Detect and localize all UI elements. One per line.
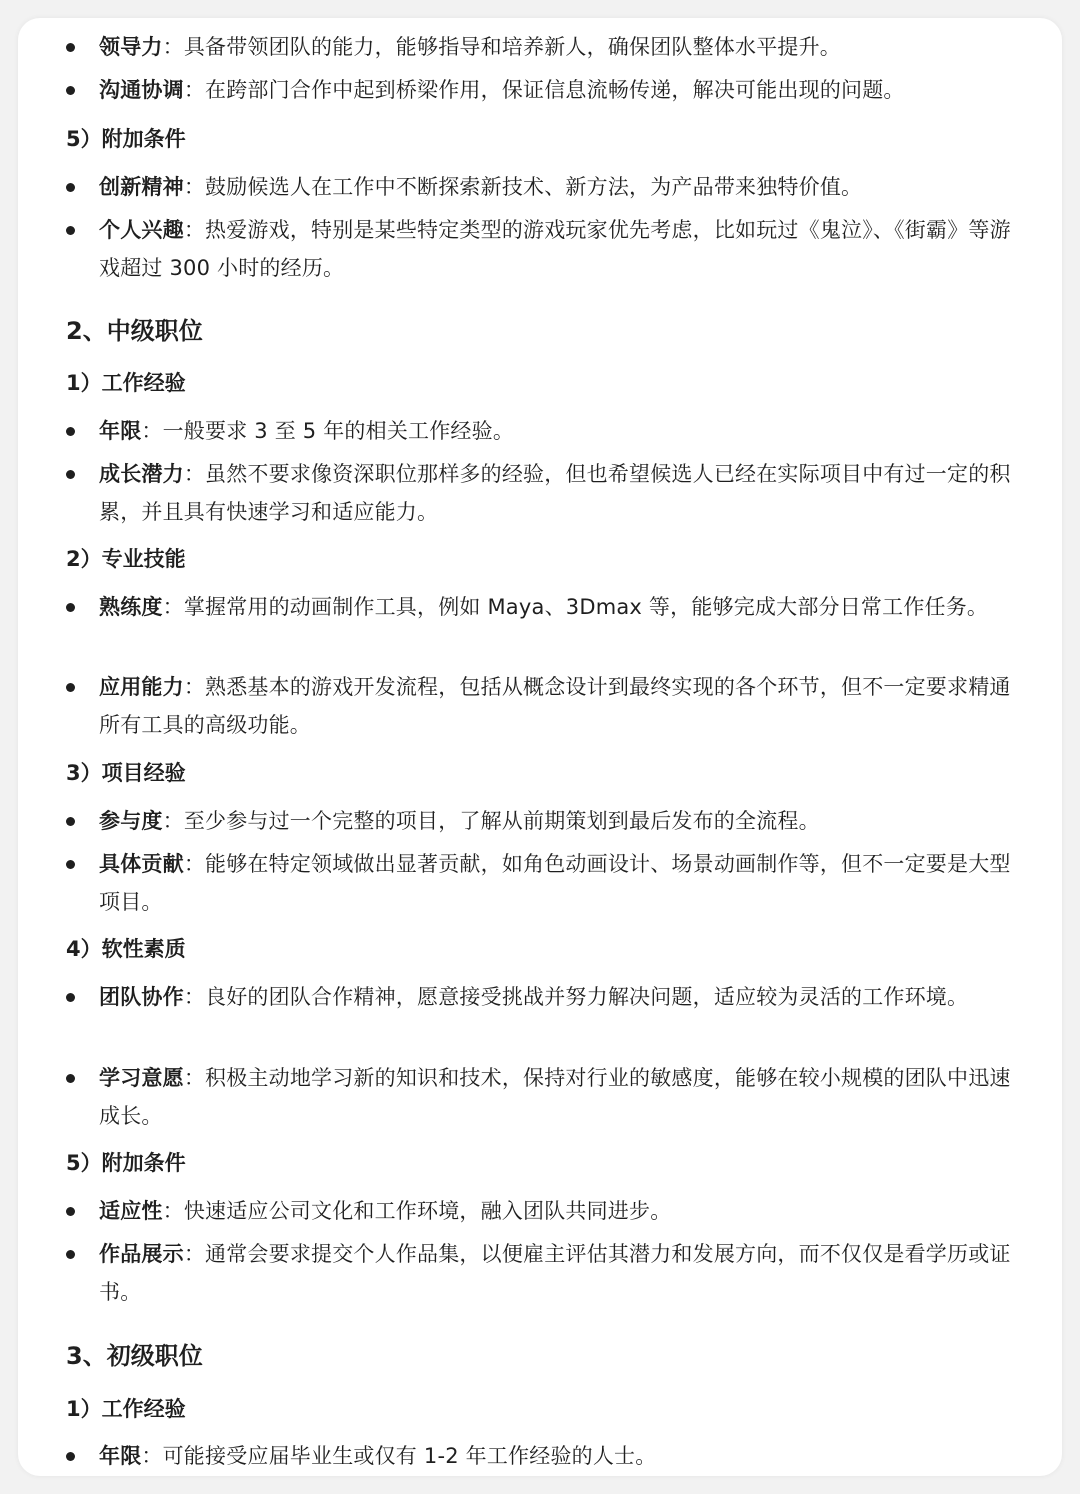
bullet-dot-icon [66, 1250, 75, 1259]
subheading-extra-conditions: 5）附加条件 [66, 127, 186, 151]
list-item-proficiency [66, 588, 1016, 626]
item-sep: ： [162, 809, 184, 833]
list-item-communication [66, 71, 1016, 109]
item-term: 沟通协调 [99, 78, 184, 102]
section-heading-mid-level: 2、中级职位 [66, 317, 203, 345]
list-item-teamwork [66, 978, 1016, 1016]
item-term: 熟练度 [99, 595, 163, 619]
bullet-dot-icon [66, 470, 75, 479]
item-sep: ： [183, 985, 206, 1009]
list-item-learning [66, 1059, 1016, 1135]
list-item-portfolio [66, 1235, 1016, 1311]
list-item-years [66, 412, 1016, 450]
subheading-work-experience: 1）工作经验 [66, 371, 186, 395]
subheading-work-experience-2: 1）工作经验 [66, 1397, 186, 1421]
list-item-text [99, 211, 1016, 287]
bullet-dot-icon [66, 226, 75, 235]
item-desc: 热爱游戏，特别是某些特定类型的游戏玩家优先考虑，比如玩过《鬼泣》、《街霸》等游戏超过 300 小时的经历。 [99, 218, 1011, 280]
list-item-years-2 [66, 1437, 1016, 1475]
item-term: 应用能力 [99, 675, 184, 699]
item-desc: 虽然不要求像资深职位那样多的经验，但也希望候选人已经在实际项目中有过一定的积累，并且具有快速学习和适应能力。 [99, 462, 1011, 524]
list-item-text [99, 455, 1016, 531]
item-term: 具体贡献 [99, 852, 184, 876]
item-sep: ： [183, 852, 206, 876]
item-sep: ： [183, 175, 206, 199]
list-item-text [99, 668, 1016, 744]
item-desc: 快速适应公司文化和工作环境，融入团队共同进步。 [183, 1199, 672, 1223]
item-desc: 熟悉基本的游戏开发流程，包括从概念设计到最终实现的各个环节，但不一定要求精通所有工具的高级功能。 [99, 675, 1011, 737]
item-sep: ： [183, 218, 206, 242]
item-sep: ： [141, 419, 163, 443]
list-item-personal-interest [66, 211, 1016, 287]
item-term: 作品展示 [99, 1242, 184, 1266]
item-desc: 良好的团队合作精神，愿意接受挑战并努力解决问题，适应较为灵活的工作环境。 [205, 985, 969, 1009]
item-desc: 至少参与过一个完整的项目，了解从前期策划到最后发布的全流程。 [183, 809, 820, 833]
item-desc: 鼓励候选人在工作中不断探索新技术、新方法，为产品带来独特价值。 [205, 175, 863, 199]
list-item-text [99, 28, 1016, 66]
item-term: 创新精神 [99, 175, 184, 199]
bullet-dot-icon [66, 183, 75, 192]
list-item-text [99, 71, 1016, 109]
item-desc: 在跨部门合作中起到桥梁作用，保证信息流畅传递，解决可能出现的问题。 [205, 78, 905, 102]
item-term: 适应性 [99, 1199, 163, 1223]
list-item-text [99, 1059, 1016, 1135]
item-desc: 能够在特定领域做出显著贡献，如角色动画设计、场景动画制作等，但不一定要是大型项目。 [99, 852, 1011, 914]
item-term: 个人兴趣 [99, 218, 184, 242]
item-sep: ： [183, 1066, 206, 1090]
document-card [18, 18, 1062, 1476]
item-term: 领导力 [99, 35, 163, 59]
item-sep: ： [162, 595, 184, 619]
bullet-dot-icon [66, 1207, 75, 1216]
list-item-leadership [66, 28, 1016, 66]
item-desc: 具备带领团队的能力，能够指导和培养新人，确保团队整体水平提升。 [183, 35, 842, 59]
list-item-growth-potential [66, 455, 1016, 531]
list-item-adaptability [66, 1192, 1016, 1230]
item-sep: ： [162, 35, 184, 59]
item-sep: ： [183, 675, 206, 699]
item-sep: ： [162, 1199, 184, 1223]
bullet-dot-icon [66, 683, 75, 692]
list-item-text [99, 588, 1016, 626]
section-heading-junior-level: 3、初级职位 [66, 1342, 203, 1370]
bullet-dot-icon [66, 427, 75, 436]
item-term: 团队协作 [99, 985, 184, 1009]
item-term: 学习意愿 [99, 1066, 184, 1090]
list-item-text [99, 978, 1016, 1016]
item-sep: ： [183, 462, 206, 486]
bullet-dot-icon [66, 86, 75, 95]
item-desc: 一般要求 3 至 5 年的相关工作经验。 [162, 419, 515, 443]
list-item-text [99, 845, 1016, 921]
item-term: 年限 [99, 1444, 142, 1468]
item-sep: ： [141, 1444, 163, 1468]
list-item-contribution [66, 845, 1016, 921]
item-sep: ： [183, 78, 206, 102]
bullet-dot-icon [66, 817, 75, 826]
list-item-text [99, 1192, 1016, 1230]
subheading-soft-skills: 4）软性素质 [66, 937, 186, 961]
bullet-dot-icon [66, 860, 75, 869]
item-term: 参与度 [99, 809, 163, 833]
subheading-extra-conditions-2: 5）附加条件 [66, 1151, 186, 1175]
item-term: 成长潜力 [99, 462, 184, 486]
subheading-project-experience: 3）项目经验 [66, 761, 186, 785]
item-desc: 可能接受应届毕业生或仅有 1-2 年工作经验的人士。 [162, 1444, 657, 1468]
bullet-dot-icon [66, 1074, 75, 1083]
list-item-text [99, 168, 1016, 206]
bullet-dot-icon [66, 603, 75, 612]
item-desc: 掌握常用的动画制作工具，例如 Maya、3Dmax 等，能够完成大部分日常工作任务。 [183, 595, 989, 619]
item-term: 年限 [99, 419, 142, 443]
list-item-text [99, 1235, 1016, 1311]
item-desc: 通常会要求提交个人作品集，以便雇主评估其潜力和发展方向，而不仅仅是看学历或证书。 [99, 1242, 1011, 1304]
bullet-dot-icon [66, 1452, 75, 1461]
bullet-dot-icon [66, 993, 75, 1002]
list-item-innovation [66, 168, 1016, 206]
list-item-text [99, 802, 1016, 840]
list-item-application [66, 668, 1016, 744]
list-item-text [99, 412, 1016, 450]
subheading-professional-skills: 2）专业技能 [66, 547, 186, 571]
item-sep: ： [183, 1242, 206, 1266]
list-item-participation [66, 802, 1016, 840]
item-desc: 积极主动地学习新的知识和技术，保持对行业的敏感度，能够在较小规模的团队中迅速成长。 [99, 1066, 1011, 1128]
list-item-text [99, 1437, 1016, 1475]
bullet-dot-icon [66, 43, 75, 52]
